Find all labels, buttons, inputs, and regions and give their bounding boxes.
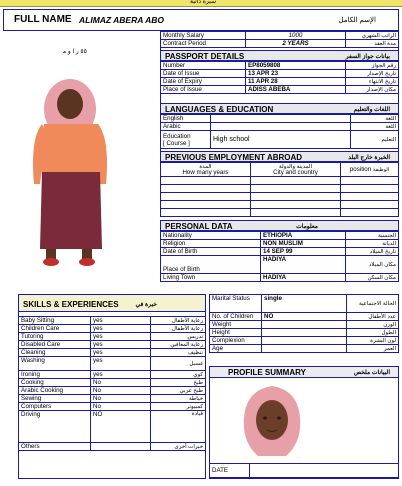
skill-label: Cooking — [19, 379, 91, 387]
language-value — [211, 123, 351, 131]
table-row — [161, 115, 399, 123]
skill-value: yes — [91, 325, 151, 333]
skill-label: Computers — [19, 403, 91, 411]
skill-arabic: طبخ — [151, 379, 206, 387]
skill-label: Ironing — [19, 371, 91, 379]
table-row — [19, 395, 206, 403]
employment-col-years — [161, 163, 251, 177]
table-row — [161, 62, 399, 70]
table-row — [19, 379, 206, 387]
skill-value: No — [91, 395, 151, 403]
skill-value: yes — [91, 333, 151, 341]
employment-col-years-label: How many years — [182, 168, 229, 176]
personal-value: NON MUSLIM — [261, 240, 346, 248]
table-row — [161, 131, 399, 149]
table-row — [210, 321, 399, 329]
passport-value: EP8059808 — [246, 62, 346, 70]
skill-value: No — [91, 387, 151, 395]
full-body-photo — [8, 34, 158, 274]
skill-arabic: طبخ عربي — [151, 387, 206, 395]
education-arabic: التعليم — [351, 131, 399, 149]
passport-title: PASSPORT DETAILS — [165, 52, 245, 61]
skill-label: Driving — [19, 411, 91, 443]
table-row — [210, 329, 399, 337]
passport-arabic: رقم الجواز — [346, 62, 399, 70]
table-row — [19, 371, 206, 379]
table-row — [161, 209, 399, 217]
contract-arabic: الراتب الشهري — [346, 32, 399, 40]
employment-table — [160, 162, 399, 217]
table-row — [161, 274, 399, 282]
passport-title-arabic: بيانات جواز السفر — [345, 54, 390, 60]
profile-summary-header — [209, 366, 399, 378]
marital-value: NO — [262, 313, 347, 321]
table-row — [161, 232, 399, 240]
passport-value: ADISS ABEBA — [246, 86, 346, 94]
table-row — [210, 337, 399, 345]
marital-label: Age — [210, 345, 262, 353]
marital-arabic: لون البشرة — [347, 337, 399, 345]
personal-label: Place of Birth — [161, 256, 261, 274]
personal-label: Religion — [161, 240, 261, 248]
passport-arabic: مكان الإصدار — [346, 86, 399, 94]
table-row — [19, 357, 206, 371]
employment-title: PREVIOUS EMPLOYMENT ABROAD — [165, 153, 303, 162]
profile-photo — [228, 382, 316, 458]
skill-arabic: غسيل — [151, 357, 206, 371]
table-row — [161, 201, 399, 209]
table-row — [161, 70, 399, 78]
marital-label: Weight — [210, 321, 262, 329]
table-row — [210, 345, 399, 353]
table-row — [210, 464, 399, 478]
skills-table — [18, 316, 206, 451]
skill-arabic: قيادة — [151, 411, 206, 443]
personal-arabic: الديانة — [346, 240, 399, 248]
contract-label: Contract Period — [161, 40, 246, 48]
skill-label: Arabic Cooking — [19, 387, 91, 395]
marital-arabic: الوزن — [347, 321, 399, 329]
passport-label: Number — [161, 62, 246, 70]
table-row — [19, 387, 206, 395]
marital-label: Height — [210, 329, 262, 337]
table-row — [161, 78, 399, 86]
language-label: Arabic — [161, 123, 211, 131]
table-row — [19, 411, 206, 443]
skill-value: No — [91, 403, 151, 411]
personal-label: Date of Birth — [161, 248, 261, 256]
date-table — [209, 463, 399, 478]
contract-value: 1000 — [246, 32, 346, 40]
others-label: Others — [19, 443, 91, 451]
passport-table — [160, 61, 399, 94]
skill-value: yes — [91, 371, 151, 379]
marital-value — [262, 321, 347, 329]
employment-col-city-arabic: المدينة والدولة — [279, 163, 312, 170]
profile-summary-title: PROFILE SUMMARY — [228, 368, 306, 377]
marital-table — [209, 294, 399, 353]
table-row — [161, 177, 399, 185]
marital-arabic: الطول — [347, 329, 399, 337]
skill-label: Baby Sitting — [19, 317, 91, 325]
passport-arabic: تاريخ الإصدار — [346, 70, 399, 78]
skill-arabic: خياطة — [151, 395, 206, 403]
personal-title-arabic: معلومات — [296, 224, 318, 230]
passport-label: Place of Issue — [161, 86, 246, 94]
table-row — [19, 341, 206, 349]
education-label: Education [ Course ] — [161, 131, 211, 149]
marital-arabic: الحالة الاجتماعية — [347, 295, 399, 313]
skill-value: yes — [91, 357, 151, 371]
table-row — [19, 443, 206, 451]
passport-arabic: تاريخ الانتهاء — [346, 78, 399, 86]
languages-section-header — [160, 103, 399, 114]
personal-value: ETHIOPIA — [261, 232, 346, 240]
table-row — [161, 86, 399, 94]
full-name-label: FULL NAME — [14, 14, 72, 25]
skill-value: No — [91, 379, 151, 387]
skill-arabic: تدريس — [151, 333, 206, 341]
marital-label: Marital Status — [210, 295, 262, 313]
table-row — [210, 313, 399, 321]
top-bar — [0, 0, 402, 7]
passport-section-header — [160, 50, 399, 61]
table-row — [161, 123, 399, 131]
table-row — [161, 248, 399, 256]
table-row — [19, 333, 206, 341]
table-row — [19, 349, 206, 357]
language-label: English — [161, 115, 211, 123]
table-row — [19, 317, 206, 325]
skills-section-header — [18, 294, 206, 312]
table-row — [161, 256, 399, 274]
date-value — [250, 464, 399, 478]
employment-col-city — [251, 163, 341, 177]
personal-section-header — [160, 220, 399, 231]
marital-arabic: العمر — [347, 345, 399, 353]
employment-col-position-label: position — [349, 166, 372, 173]
languages-title-arabic: اللغات والتعليم — [353, 107, 390, 113]
language-value — [211, 115, 351, 123]
skill-value: yes — [91, 341, 151, 349]
top-arabic-title: سيرة ذاتية — [190, 0, 216, 5]
table-row — [161, 32, 399, 40]
personal-arabic: تاريخ الميلاد — [346, 248, 399, 256]
table-row — [161, 193, 399, 201]
profile-summary-title-arabic: البيانات ملخص — [353, 370, 390, 376]
skill-label: Washing — [19, 357, 91, 371]
date-label: DATE — [210, 464, 250, 478]
skill-arabic: كوي — [151, 371, 206, 379]
personal-title: PERSONAL DATA — [165, 222, 233, 231]
employment-col-years-arabic: المدة — [199, 163, 212, 170]
employment-col-position-arabic: الوظيفة — [372, 167, 390, 173]
skill-arabic: تنظيف — [151, 349, 206, 357]
employment-title-arabic: الخبرة خارج البلد — [348, 155, 390, 161]
personal-value: HADIYA — [261, 274, 346, 282]
contract-arabic: مدة العقد — [346, 40, 399, 48]
full-name-value: ALIMAZ ABERA ABO — [79, 15, 164, 25]
skill-value: NO — [91, 411, 151, 443]
skill-arabic: كمبيوتر — [151, 403, 206, 411]
passport-label: Date of Expiry — [161, 78, 246, 86]
personal-label: Living Town — [161, 274, 261, 282]
personal-value: 14 SEP 99 — [261, 248, 346, 256]
skill-label: Sewing — [19, 395, 91, 403]
skill-value: yes — [91, 349, 151, 357]
contract-value: 2 YEARS — [246, 40, 346, 48]
marital-arabic: عدد الأطفال — [347, 313, 399, 321]
table-row — [19, 403, 206, 411]
marital-value — [262, 329, 347, 337]
employment-section-header — [160, 151, 399, 162]
skill-label: Disabled Care — [19, 341, 91, 349]
personal-table — [160, 231, 399, 282]
language-arabic: اللغة — [351, 115, 399, 123]
personal-arabic: الجنسية — [346, 232, 399, 240]
others-arabic: خبرات أخرى — [151, 443, 206, 451]
passport-label: Date of Issue — [161, 70, 246, 78]
languages-title: LANGUAGES & EDUCATION — [165, 105, 274, 114]
passport-value: 13 APR 23 — [246, 70, 346, 78]
skill-label: Cleaning — [19, 349, 91, 357]
skill-value: yes — [91, 317, 151, 325]
table-row — [161, 240, 399, 248]
personal-arabic: مكان السكن — [346, 274, 399, 282]
skill-arabic: رعاية المعاقين — [151, 341, 206, 349]
marital-value: single — [262, 295, 347, 313]
employment-col-city-label: City and country — [273, 168, 318, 176]
employment-col-position — [341, 163, 399, 177]
skill-label: Children Care — [19, 325, 91, 333]
skills-title: SKILLS & EXPERIENCES — [23, 300, 119, 309]
skills-title-arabic: خبرة في — [135, 302, 157, 308]
languages-table — [160, 114, 399, 149]
table-row — [161, 163, 399, 177]
table-row — [161, 40, 399, 48]
personal-arabic: مكان الميلاد — [346, 256, 399, 274]
photo-caption: ٥٥ ر ا و ﻣ — [63, 49, 87, 55]
marital-label: Complexion — [210, 337, 262, 345]
marital-value — [262, 345, 347, 353]
full-name-arabic: الإسم الكامل — [338, 17, 376, 24]
personal-label: Nationality — [161, 232, 261, 240]
contract-label: Monthly Salary — [161, 32, 246, 40]
table-row — [161, 185, 399, 193]
marital-label: No. of Children — [210, 313, 262, 321]
language-arabic: اللغة — [351, 123, 399, 131]
skill-arabic: رعاية الأطفال — [151, 325, 206, 333]
personal-value: HADIYA — [261, 256, 346, 274]
name-row — [3, 9, 399, 31]
passport-value: 11 APR 28 — [246, 78, 346, 86]
skill-arabic: رعاية الأطفال — [151, 317, 206, 325]
marital-value — [262, 337, 347, 345]
contract-table — [160, 31, 399, 48]
education-value: High school — [211, 131, 351, 149]
skill-label: Tutoring — [19, 333, 91, 341]
table-row — [19, 325, 206, 333]
table-row — [210, 295, 399, 313]
